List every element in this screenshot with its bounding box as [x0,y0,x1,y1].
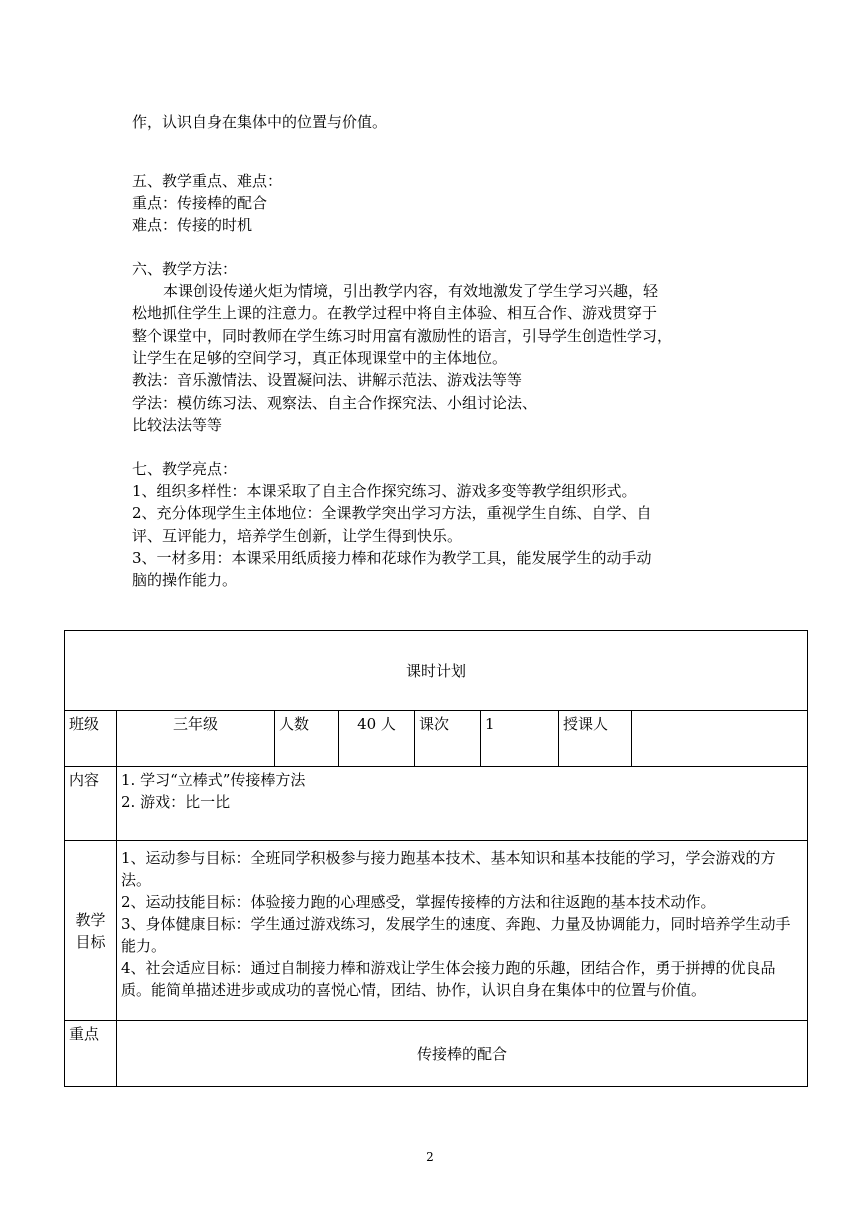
section-heading: 六、教学方法： [132,260,238,278]
section-heading: 五、教学重点、难点： [132,172,283,190]
goal-label [65,841,117,1021]
goal-label-line: 教学 [75,910,106,929]
teacher-label: 授课人 [559,711,632,767]
content-label: 内容 [65,767,117,841]
goal-item: 1、运动参与目标：全班同学积极参与接力跑基本技术、基本知识和基本技能的学习，学会游戏的方法。 [121,849,776,889]
text-line: 评、互评能力，培养学生创新，让学生得到快乐。 [132,527,463,545]
goal-item: 3、身体健康目标：学生通过游戏练习，发展学生的速度、奔跑、力量及协调能力，同时培养学生动手能力。 [121,915,791,955]
text-line: 作，认识自身在集体中的位置与价值。 [132,113,388,131]
section-heading: 七、教学亮点： [132,460,238,478]
goal-item: 4、社会适应目标：通过自制接力棒和游戏让学生体会接力跑的乐趣，团结合作，勇于拼搏的优良品质。能简单描述进步或成功的喜悦心情，团结、协作，认识自身在集体中的位置与价值。 [121,959,776,999]
text-line: 松地抓住学生上课的注意力。在教学过程中将自主体验、相互合作、游戏贯穿于 [132,304,658,322]
goal-label-line: 目标 [75,932,106,951]
text-line: 难点：传接的时机 [132,216,253,234]
text-line: 3、一材多用：本课采用纸质接力棒和花球作为教学工具，能发展学生的动手动 [132,549,652,567]
content-item: 2. 游戏：比一比 [121,793,231,811]
key-label: 重点 [65,1021,117,1087]
key-value: 传接棒的配合 [117,1021,808,1087]
text-line: 比较法法等等 [132,416,223,434]
text-line: 1、组织多样性：本课采取了自主合作探究练习、游戏多变等教学组织形式。 [132,482,637,500]
teacher-value [632,711,808,767]
text-line: 重点：传接棒的配合 [132,194,268,212]
text-line: 整个课堂中，同时教师在学生练习时用富有激励性的语言，引导学生创造性学习， [132,327,673,345]
page-number: 2 [426,1150,434,1164]
table-title: 课时计划 [65,631,808,711]
text-line: 让学生在足够的空间学习，真正体现课堂中的主体地位。 [132,349,508,367]
text-line: 2、充分体现学生主体地位：全课教学突出学习方法，重视学生自练、自学、自 [132,504,652,522]
content-item: 1. 学习“立棒式”传接棒方法 [121,771,306,789]
lesson-plan-table [64,630,808,1087]
text-line: 脑的操作能力。 [132,571,238,589]
text-line: 学法：模仿练习法、观察法、自主合作探究法、小组讨论法、 [132,394,538,412]
goal-item: 2、运动技能目标：体验接力跑的心理感受，掌握传接棒的方法和往返跑的基本技术动作。 [121,893,716,911]
class-label: 班级 [65,711,117,767]
lesson-value: 1 [481,711,559,767]
count-label: 人数 [275,711,339,767]
lesson-label: 课次 [415,711,481,767]
text-line: 教法：音乐激情法、设置凝问法、讲解示范法、游戏法等等 [132,371,523,389]
text-line: 本课创设传递火炬为情境，引出教学内容，有效地激发了学生学习兴趣，轻 [163,282,659,300]
count-value: 40 人 [339,711,415,767]
class-value: 三年级 [117,711,275,767]
goal-cell [117,841,808,1021]
content-cell [117,767,808,841]
